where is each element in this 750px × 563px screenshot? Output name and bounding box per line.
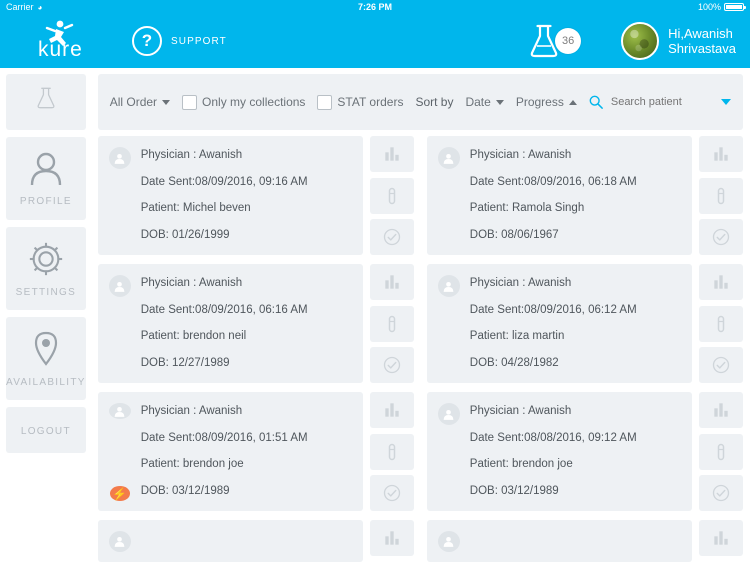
order-card[interactable] xyxy=(98,264,414,383)
order-patient: Patient: Michel beven xyxy=(140,202,251,215)
checkbox-icon xyxy=(182,95,197,110)
order-count-badge: 36 xyxy=(555,28,581,54)
wifi-icon: ◕ xyxy=(37,2,43,12)
sidebar-item-profile[interactable] xyxy=(6,137,86,220)
sort-date-label: Date xyxy=(465,95,491,109)
chevron-up-icon xyxy=(569,100,577,105)
patient-avatar-icon xyxy=(438,403,460,425)
patient-avatar-icon xyxy=(438,531,460,552)
patient-avatar-icon xyxy=(438,147,460,169)
sidebar-item-settings[interactable] xyxy=(6,227,86,310)
order-card-partial[interactable] xyxy=(98,520,414,562)
order-physician: Physician : Awanish xyxy=(469,277,572,289)
search-input[interactable] xyxy=(609,95,709,109)
main-panel xyxy=(93,68,750,563)
order-dob: DOB: 01/26/1999 xyxy=(140,228,230,241)
order-card-body[interactable] xyxy=(427,520,692,562)
order-details xyxy=(141,274,353,373)
status-right xyxy=(584,2,744,12)
question-mark-icon: ? xyxy=(132,26,162,56)
kure-mark xyxy=(22,19,96,63)
sidebar-item-orders[interactable] xyxy=(6,74,86,130)
support-button[interactable] xyxy=(132,26,227,56)
order-actions xyxy=(699,392,743,511)
order-patient: Patient: brendon neil xyxy=(140,330,247,343)
order-card[interactable] xyxy=(427,264,743,383)
order-card-body[interactable] xyxy=(98,264,363,383)
check-circle-icon[interactable] xyxy=(699,475,743,511)
order-avatar-column xyxy=(436,402,462,501)
carrier-label: Carrier xyxy=(6,2,34,12)
flask-icon xyxy=(35,85,57,114)
order-avatar-column xyxy=(107,274,133,373)
status-time: 7:26 PM xyxy=(357,2,392,12)
order-patient: Patient: brendon joe xyxy=(469,458,573,471)
order-details xyxy=(470,530,682,552)
order-actions xyxy=(699,520,743,562)
order-patient: Patient: Ramola Singh xyxy=(469,202,585,215)
order-date-sent: Date Sent:08/09/2016, 06:16 AM xyxy=(140,303,308,316)
user-menu[interactable] xyxy=(621,22,736,60)
stat-orders-label: STAT orders xyxy=(337,95,404,109)
test-tube-icon[interactable] xyxy=(699,178,743,214)
avatar xyxy=(621,22,659,60)
order-avatar-column xyxy=(107,146,133,245)
test-tube-icon[interactable] xyxy=(370,434,414,470)
sidebar-item-logout[interactable] xyxy=(6,407,86,453)
gear-icon xyxy=(27,240,65,281)
order-details xyxy=(470,146,682,245)
check-circle-icon[interactable] xyxy=(699,347,743,383)
order-card[interactable] xyxy=(427,392,743,511)
sort-date-dropdown[interactable] xyxy=(465,95,503,109)
greeting-line-1: Hi,Awanish xyxy=(668,26,733,41)
order-date-sent: Date Sent:08/09/2016, 09:16 AM xyxy=(140,175,308,188)
greeting-line-2: Shrivastava xyxy=(668,41,736,56)
sidebar-item-availability[interactable] xyxy=(6,317,86,400)
order-filter-dropdown[interactable] xyxy=(110,95,170,109)
bar-chart-icon[interactable] xyxy=(370,392,414,428)
order-physician: Physician : Awanish xyxy=(140,405,243,417)
test-tube-icon[interactable] xyxy=(699,434,743,470)
patient-avatar-icon xyxy=(438,275,460,297)
test-tube-icon[interactable] xyxy=(370,178,414,214)
order-avatar-column xyxy=(107,402,133,501)
order-avatar-column xyxy=(436,274,462,373)
order-physician: Physician : Awanish xyxy=(469,405,572,417)
battery-percent-label: 100% xyxy=(697,2,721,12)
order-card-body[interactable] xyxy=(98,520,363,562)
location-pin-icon xyxy=(31,330,61,371)
order-dob: DOB: 03/12/1989 xyxy=(469,484,559,497)
status-left xyxy=(6,2,166,12)
check-circle-icon[interactable] xyxy=(370,347,414,383)
order-card[interactable] xyxy=(98,392,414,511)
order-details xyxy=(470,402,682,501)
order-date-sent: Date Sent:08/09/2016, 01:51 AM xyxy=(140,431,308,444)
chevron-down-icon xyxy=(496,100,504,105)
order-dob: DOB: 08/06/1967 xyxy=(469,228,559,241)
order-actions xyxy=(370,392,414,511)
order-actions xyxy=(370,136,414,255)
patient-avatar-icon xyxy=(109,147,131,169)
sort-progress-dropdown[interactable] xyxy=(516,95,577,109)
orders-toolbar xyxy=(98,74,743,130)
test-tube-icon[interactable] xyxy=(370,306,414,342)
order-dob: DOB: 12/27/1989 xyxy=(140,356,230,369)
bar-chart-icon[interactable] xyxy=(699,264,743,300)
sidebar xyxy=(0,68,93,563)
stat-orders-checkbox[interactable] xyxy=(317,95,403,110)
sort-by-label: Sort by xyxy=(415,95,454,109)
app-header xyxy=(0,14,750,68)
chevron-down-icon[interactable] xyxy=(721,99,731,105)
order-card[interactable] xyxy=(98,136,414,255)
search-icon xyxy=(589,95,603,109)
orders-grid xyxy=(98,136,743,562)
brand-logo[interactable] xyxy=(0,19,118,63)
order-card-body[interactable] xyxy=(98,136,363,255)
order-patient: Patient: brendon joe xyxy=(140,458,244,471)
check-circle-icon[interactable] xyxy=(370,219,414,255)
order-card-body[interactable] xyxy=(98,392,363,511)
order-actions xyxy=(699,136,743,255)
bar-chart-icon[interactable] xyxy=(370,136,414,172)
bar-chart-icon[interactable] xyxy=(699,136,743,172)
order-details xyxy=(141,402,353,501)
checkbox-icon xyxy=(317,95,332,110)
patient-avatar-icon xyxy=(109,531,131,552)
order-actions xyxy=(699,264,743,383)
check-circle-icon[interactable] xyxy=(370,475,414,511)
test-tube-icon[interactable] xyxy=(699,306,743,342)
sidebar-item-profile-label: PROFILE xyxy=(19,195,72,207)
patient-avatar-icon xyxy=(109,403,131,419)
order-avatar-column xyxy=(436,146,462,245)
order-filter-label: All Order xyxy=(109,95,158,109)
bar-chart-icon[interactable] xyxy=(699,392,743,428)
check-circle-icon[interactable] xyxy=(699,219,743,255)
order-card-body[interactable] xyxy=(427,392,692,511)
search-box[interactable] xyxy=(589,95,731,109)
sort-progress-label: Progress xyxy=(515,95,564,109)
order-card-body[interactable] xyxy=(427,136,692,255)
order-card-partial[interactable] xyxy=(427,520,743,562)
patient-avatar-icon xyxy=(109,275,131,297)
chevron-down-icon xyxy=(162,100,170,105)
order-details xyxy=(141,530,353,552)
bar-chart-icon[interactable] xyxy=(370,520,414,556)
order-dob: DOB: 03/12/1989 xyxy=(140,484,230,497)
only-my-collections-checkbox[interactable] xyxy=(182,95,305,110)
app-body xyxy=(0,68,750,563)
order-physician: Physician : Awanish xyxy=(140,277,243,289)
battery-icon xyxy=(724,3,744,11)
order-card[interactable] xyxy=(427,136,743,255)
order-details xyxy=(141,146,353,245)
sidebar-item-settings-label: SETTINGS xyxy=(15,286,77,298)
order-actions xyxy=(370,520,414,562)
only-my-collections-label: Only my collections xyxy=(202,95,306,109)
status-bar xyxy=(0,0,750,14)
order-date-sent: Date Sent:08/09/2016, 06:18 AM xyxy=(469,175,637,188)
order-dob: DOB: 04/28/1982 xyxy=(469,356,559,369)
order-physician: Physician : Awanish xyxy=(469,149,572,161)
stat-priority-icon: ⚡ xyxy=(110,486,130,501)
orders-badge-button[interactable] xyxy=(527,22,581,60)
bar-chart-icon[interactable] xyxy=(699,520,743,556)
support-label: SUPPORT xyxy=(171,35,227,47)
order-date-sent: Date Sent:08/09/2016, 06:12 AM xyxy=(469,303,637,316)
user-greeting xyxy=(668,26,736,56)
order-avatar-column xyxy=(436,530,462,552)
order-patient: Patient: liza martin xyxy=(469,330,565,343)
sidebar-item-logout-label: LOGOUT xyxy=(20,425,71,437)
order-actions xyxy=(370,264,414,383)
order-avatar-column xyxy=(107,530,133,552)
order-physician: Physician : Awanish xyxy=(140,149,243,161)
brand-name: kure xyxy=(38,38,83,61)
order-details xyxy=(470,274,682,373)
sidebar-item-availability-label: AVAILABILITY xyxy=(6,376,86,388)
order-card-body[interactable] xyxy=(427,264,692,383)
bar-chart-icon[interactable] xyxy=(370,264,414,300)
person-icon xyxy=(29,151,63,190)
order-date-sent: Date Sent:08/08/2016, 09:12 AM xyxy=(469,431,637,444)
